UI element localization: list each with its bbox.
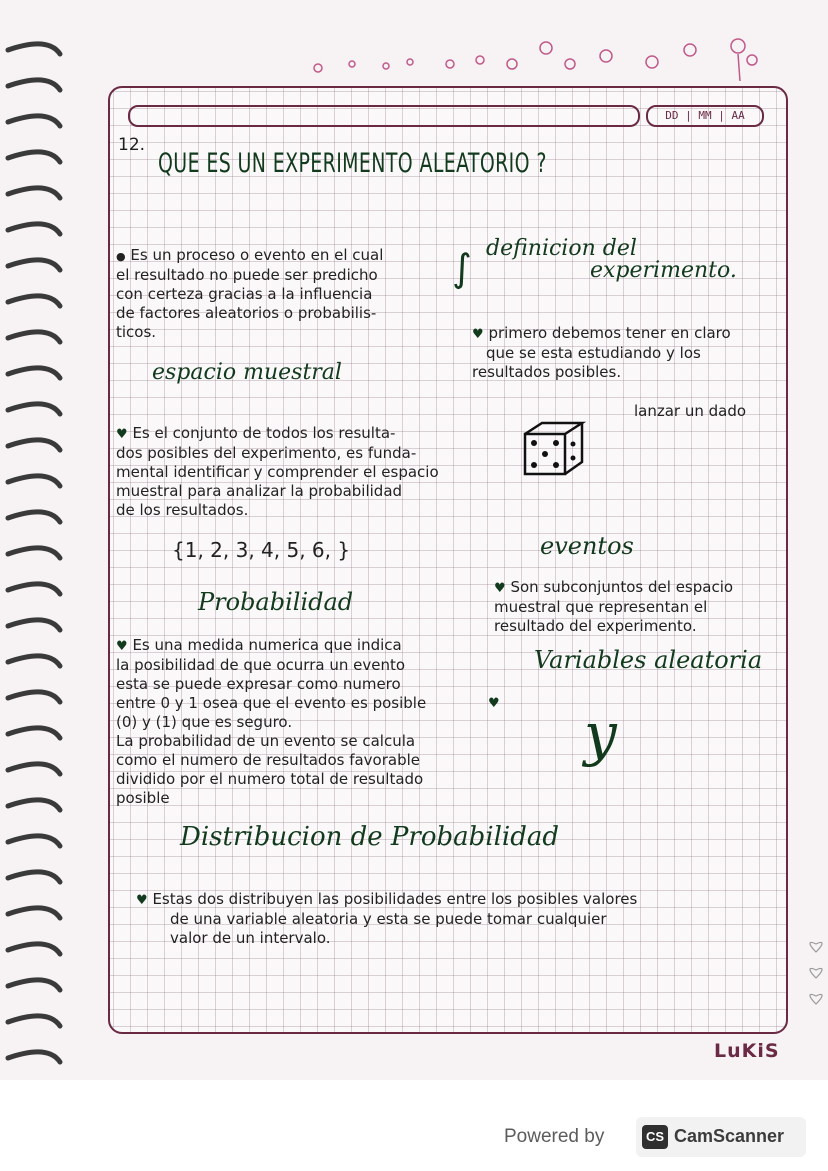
camscanner-badge-icon: CS bbox=[642, 1125, 668, 1149]
heart-icon: ♥ bbox=[494, 581, 506, 596]
brace-connector: ∫ bbox=[452, 246, 472, 290]
definition-line: Es un proceso o evento en el cual bbox=[130, 246, 384, 264]
definicion-line: que se esta estudiando y los bbox=[486, 344, 701, 362]
definicion-line: resultados posibles. bbox=[472, 363, 622, 381]
eventos-text bbox=[494, 578, 784, 636]
heart-icon: ♥ bbox=[116, 639, 128, 654]
espacio-text bbox=[116, 424, 466, 520]
heart-icon: ♥ bbox=[488, 696, 500, 711]
flower-doodles bbox=[300, 36, 770, 86]
espacio-line: de los resultados. bbox=[116, 501, 249, 519]
distribucion-heading: Distribucion de Probabilidad bbox=[180, 822, 560, 852]
definicion-text bbox=[472, 324, 772, 382]
definition-line: con certeza gracias a la influencia bbox=[116, 285, 373, 303]
heart-icon: ♥ bbox=[116, 427, 128, 442]
notebook-brand: LuKiS bbox=[714, 1040, 780, 1062]
page-title: QUE ES UN EXPERIMENTO ALEATORIO ? bbox=[158, 148, 547, 179]
espacio-line: mental identificar y comprender el espacio bbox=[116, 463, 439, 481]
spiral-binding bbox=[0, 20, 70, 1070]
espacio-heading: espacio muestral bbox=[152, 360, 342, 385]
distribucion-line: Estas dos distribuyen las posibilidades entre los posibles valores bbox=[152, 890, 638, 908]
definition-block bbox=[116, 246, 456, 342]
experimento-heading: experimento. bbox=[590, 258, 737, 283]
powered-by-label: Powered by bbox=[504, 1126, 605, 1147]
definicion-line: primero debemos tener en claro bbox=[488, 324, 731, 342]
dice-icon bbox=[522, 420, 586, 480]
y-connector: y bbox=[584, 700, 617, 768]
page-number: 12. bbox=[118, 135, 146, 155]
definition-line: de factores aleatorios o probabilis- bbox=[116, 304, 377, 322]
probabilidad-line: entre 0 y 1 osea que el evento es posible bbox=[116, 694, 427, 712]
probabilidad-line: Es una medida numerica que indica bbox=[132, 636, 402, 654]
header-bar bbox=[128, 105, 640, 127]
espacio-line: Es el conjunto de todos los resulta- bbox=[132, 424, 396, 442]
probabilidad-line: la posibilidad de que ocurra un evento bbox=[116, 656, 406, 674]
probabilidad-line: dividido por el numero total de resultado bbox=[116, 770, 424, 788]
definition-line: ticos. bbox=[116, 323, 157, 341]
eventos-line: Son subconjuntos del espacio bbox=[510, 578, 734, 596]
distribucion-line: valor de un intervalo. bbox=[170, 929, 331, 947]
probabilidad-line: esta se puede expresar como numero bbox=[116, 675, 401, 693]
probabilidad-line: como el numero de resultados favorable bbox=[116, 751, 421, 769]
sample-set: {1, 2, 3, 4, 5, 6, } bbox=[172, 538, 351, 562]
example-label: lanzar un dado bbox=[634, 402, 747, 420]
eventos-heading: eventos bbox=[540, 532, 634, 560]
definicion-heading: definicion del bbox=[486, 236, 637, 261]
probabilidad-heading: Probabilidad bbox=[198, 588, 354, 616]
heart-icon: ♥ bbox=[472, 327, 484, 342]
probabilidad-line: La probabilidad de un evento se calcula bbox=[116, 732, 416, 750]
probabilidad-text bbox=[116, 636, 500, 808]
distribucion-line: de una variable aleatoria y esta se puede tomar cualquier bbox=[170, 910, 607, 928]
variables-heading: Variables aleatoria bbox=[534, 646, 763, 674]
date-box: DD | MM | AA bbox=[646, 105, 764, 127]
eventos-line: muestral que representan el bbox=[494, 598, 708, 616]
camscanner-logo bbox=[636, 1117, 806, 1157]
definition-line: el resultado no puede ser predicho bbox=[116, 266, 378, 284]
eventos-line: resultado del experimento. bbox=[494, 617, 697, 635]
probabilidad-line: posible bbox=[116, 789, 170, 807]
heart-doodles bbox=[806, 938, 826, 1018]
heart-icon: ♥ bbox=[136, 893, 148, 908]
espacio-line: dos posibles del experimento, es funda- bbox=[116, 444, 417, 462]
camscanner-name: CamScanner bbox=[674, 1126, 785, 1146]
espacio-line: muestral para analizar la probabilidad bbox=[116, 482, 403, 500]
probabilidad-line: (0) y (1) que es seguro. bbox=[116, 713, 293, 731]
distribucion-text bbox=[136, 890, 776, 948]
bullet-icon: ● bbox=[116, 250, 126, 263]
